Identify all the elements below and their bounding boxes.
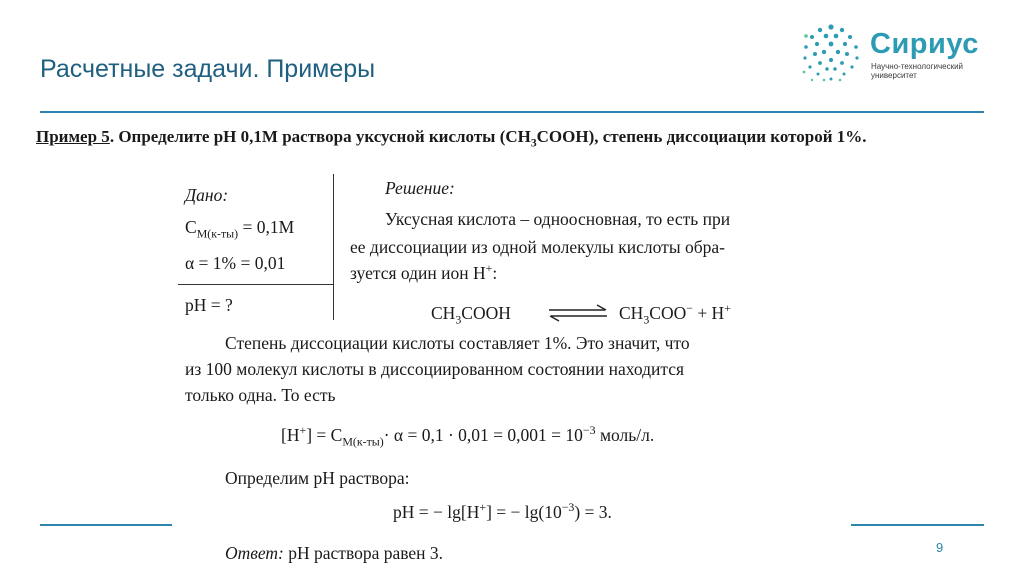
given-find: pH = ? <box>185 295 233 315</box>
equilibrium-arrow-icon <box>547 303 609 323</box>
given-divider <box>178 284 334 285</box>
footer-rule-left <box>40 524 172 526</box>
solution-line-3: зуется один ион H+: <box>350 261 498 283</box>
logo-subtitle: Научно-технологический университет <box>871 62 964 80</box>
paragraph-line-1: Степень диссоциации кислоты составляет 1%. Это значит, что <box>225 333 690 353</box>
solution-line-2: ее диссоциации из одной молекулы кислоты обра- <box>350 237 725 257</box>
slide-title: Расчетные задачи. Примеры <box>40 55 376 83</box>
sirius-logo-icon <box>800 22 862 84</box>
given-label: Дано: <box>185 185 229 205</box>
equation-reactant: $CH_3COOH$ <box>431 303 511 327</box>
page-number: 9 <box>936 540 944 555</box>
logo-name: Сириус <box>870 28 979 60</box>
problem-label: Пример 5 <box>36 127 110 146</box>
title-underline <box>40 111 984 113</box>
answer: Ответ: pH раствора равен 3. <box>225 543 444 563</box>
problem-statement: Пример 5. Определите pH 0,1М раствора уксусной кислоты $(CH_3COOH)$, степень диссоциации которой 1%. <box>36 127 867 150</box>
equation-h-concentration: $[H^+] = C_{M(к-ты)}\cdot \alpha = 0,1 \cdot 0,01 = 0,001 = 10^{-3}$ моль/л. <box>281 423 655 449</box>
paragraph-ph: Определим pH раствора: <box>225 468 410 488</box>
given-concentration: $C_{M(к-ты)} = 0,1M$ <box>185 217 295 241</box>
equation-products: $CH_3COO^- + H^+$ <box>619 301 731 327</box>
footer-rule-right <box>851 524 984 526</box>
equation-ph: pH = − lg[H+] = − $\lg(10^{-3}) = 3$. <box>393 500 612 522</box>
solution-line-1: Уксусная кислота – одноосновная, то есть при <box>385 209 731 229</box>
given-separator <box>333 174 334 320</box>
solution-label: Решение: <box>385 178 455 198</box>
paragraph-line-3: только одна. То есть <box>185 385 336 405</box>
paragraph-line-2: из 100 молекул кислоты в диссоциированном состоянии находится <box>185 359 685 379</box>
given-alpha: α = 1% = 0,01 <box>185 253 286 273</box>
